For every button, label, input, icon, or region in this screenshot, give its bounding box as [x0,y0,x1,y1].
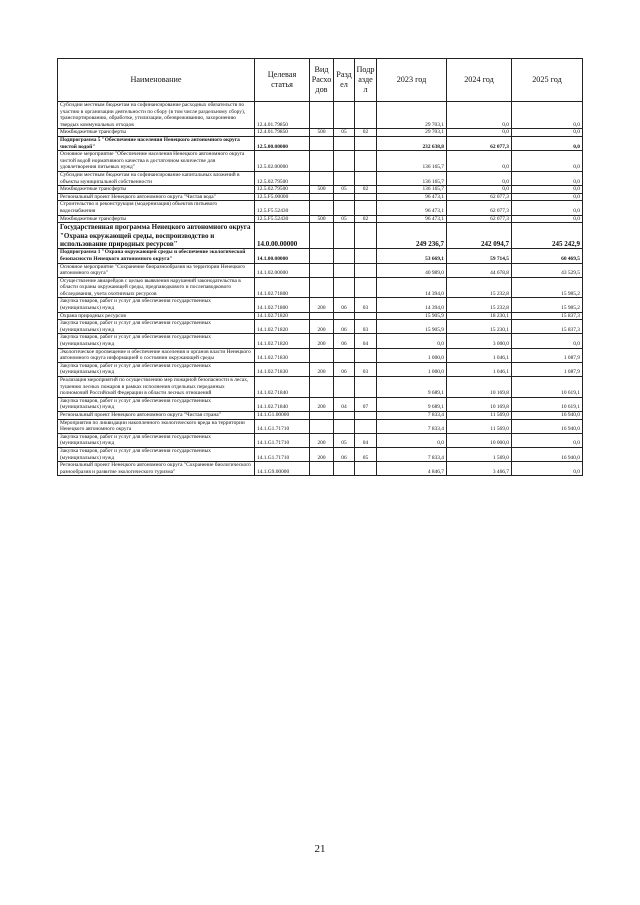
cell-section [334,102,355,129]
cell-name: Строительство и реконструкция (модернизация) объектов питьевого водоснабжения [58,201,255,215]
cell-2025: 16 940,0 [512,447,583,461]
cell-section [334,377,355,398]
cell-expense-type [310,201,334,215]
cell-expense-type: 200 [310,397,334,411]
cell-2023: 136 165,7 [377,186,447,194]
cell-2023: 29 703,1 [377,102,447,129]
cell-section [334,312,355,320]
cell-2025: 16 940,0 [512,411,583,419]
cell-expense-type: 500 [310,186,334,194]
cell-name: Закупка товаров, работ и услуг для обеспечения государственных (муниципальных) нужд [58,334,255,348]
cell-name: Межбюджетные трансферты [58,186,255,194]
table-header-row [58,59,583,102]
cell-expense-type [310,136,334,150]
cell-subsection: 02 [355,186,377,194]
table-row [58,411,583,419]
cell-target-article: 14.1.G1.71710 [255,447,310,461]
table-row [58,419,583,433]
table-row [58,151,583,172]
cell-name: Субсидии местным бюджетам на софинансирование капитальных вложений в объекты муниципальной собственности [58,171,255,185]
cell-name: Закупка товаров, работ и услуг для обеспечения государственных (муниципальных) нужд [58,397,255,411]
cell-2025: 0,0 [512,186,583,194]
cell-section [334,462,355,476]
table-row [58,334,583,348]
table-row [58,433,583,447]
cell-2024: 62 077,3 [447,201,512,215]
cell-subsection [355,462,377,476]
cell-2025: 15 985,2 [512,298,583,312]
cell-name: Закупка товаров, работ и услуг для обеспечения государственных (муниципальных) нужд [58,433,255,447]
cell-subsection: 05 [355,447,377,461]
cell-name: Охрана природных ресурсов [58,312,255,320]
cell-2025: 0,0 [512,215,583,223]
cell-2025: 0,0 [512,171,583,185]
cell-2023: 249 236,7 [377,223,447,249]
cell-target-article: 12.5.F5.52430 [255,201,310,215]
header-2023: 2023 год [377,59,447,102]
cell-section [334,223,355,249]
cell-subsection [355,263,377,277]
cell-subsection: 03 [355,320,377,334]
cell-2024: 1 046,1 [447,348,512,362]
table-body [58,102,583,476]
cell-2024: 0,0 [447,151,512,172]
cell-2024: 10 000,0 [447,433,512,447]
cell-name: Реализация мероприятий по осуществлению мер пожарной безопасности в лесах, тушению лесных пожаров в рамках исполнения отдельных переданных полномочий Российской Федерации в области лесных отношений [58,377,255,398]
cell-2025: 245 242,9 [512,223,583,249]
cell-target-article: 14.0.00.00000 [255,223,310,249]
cell-expense-type [310,249,334,263]
cell-section [334,263,355,277]
cell-2024: 3 000,0 [447,334,512,348]
cell-subsection: 03 [355,298,377,312]
cell-target-article: 14.1.G1.71710 [255,433,310,447]
cell-2024: 15 232,8 [447,277,512,298]
cell-2023: 9 689,1 [377,377,447,398]
cell-2023: 1 000,0 [377,348,447,362]
cell-section [334,419,355,433]
cell-section [334,193,355,201]
cell-expense-type: 200 [310,447,334,461]
cell-2023: 96 473,1 [377,215,447,223]
cell-subsection: 04 [355,334,377,348]
header-expense-type: Вид Расхо дов [310,59,334,102]
cell-2025: 0,0 [512,151,583,172]
cell-section: 06 [334,298,355,312]
cell-2025: 0,0 [512,193,583,201]
cell-expense-type: 500 [310,129,334,137]
cell-subsection [355,348,377,362]
table-row [58,263,583,277]
cell-2023: 7 833,4 [377,447,447,461]
table-row [58,397,583,411]
table-row [58,348,583,362]
cell-target-article: 14.1.G9.00000 [255,462,310,476]
cell-expense-type: 200 [310,334,334,348]
cell-2024: 3 466,7 [447,462,512,476]
cell-2025: 16 940,0 [512,419,583,433]
cell-subsection [355,223,377,249]
cell-subsection [355,136,377,150]
table-row [58,102,583,129]
table-row [58,201,583,215]
table-row [58,171,583,185]
cell-subsection [355,377,377,398]
cell-2025: 60 469,5 [512,249,583,263]
cell-subsection [355,277,377,298]
table-row [58,193,583,201]
cell-2024: 59 714,5 [447,249,512,263]
cell-section [334,411,355,419]
header-2024: 2024 год [447,59,512,102]
cell-section: 06 [334,362,355,376]
cell-target-article: 14.1.G1.00000 [255,411,310,419]
cell-2023: 15 905,9 [377,312,447,320]
cell-expense-type [310,462,334,476]
table-row [58,277,583,298]
cell-subsection: 07 [355,397,377,411]
cell-target-article: 14.1.02.71840 [255,397,310,411]
cell-name: Региональный проект Ненецкого автономного округа "Чистая страна" [58,411,255,419]
cell-2024: 18 230,1 [447,312,512,320]
cell-2023: 29 703,1 [377,129,447,137]
cell-target-article: 12.5.02.79500 [255,186,310,194]
cell-section: 05 [334,186,355,194]
cell-2024: 0,0 [447,129,512,137]
table-row [58,462,583,476]
header-subsection: Подр азде л [355,59,377,102]
cell-2024: 62 077,3 [447,193,512,201]
cell-2023: 0,0 [377,334,447,348]
cell-name: Закупка товаров, работ и услуг для обеспечения государственных (муниципальных) нужд [58,447,255,461]
cell-expense-type [310,102,334,129]
cell-2024: 1 569,0 [447,447,512,461]
cell-name: Мероприятия по ликвидации накопленного экологического вреда на территории Ненецкого автономного округа [58,419,255,433]
cell-section: 05 [334,215,355,223]
cell-name: Межбюджетные трансферты [58,129,255,137]
cell-expense-type [310,312,334,320]
cell-name: Региональный проект Ненецкого автономного округа "Чистая вода" [58,193,255,201]
table-row [58,249,583,263]
cell-subsection [355,171,377,185]
cell-2025: 0,0 [512,201,583,215]
cell-expense-type [310,171,334,185]
cell-2024: 0,0 [447,186,512,194]
cell-name: Закупка товаров, работ и услуг для обеспечения государственных (муниципальных) нужд [58,320,255,334]
cell-2023: 53 669,1 [377,249,447,263]
cell-section [334,151,355,172]
table-row [58,447,583,461]
cell-target-article: 14.1.02.71840 [255,377,310,398]
cell-expense-type [310,348,334,362]
cell-expense-type: 500 [310,215,334,223]
cell-2024: 0,0 [447,102,512,129]
cell-2023: 0,0 [377,433,447,447]
cell-expense-type: 200 [310,433,334,447]
cell-2024: 10 169,8 [447,397,512,411]
cell-2025: 10 619,1 [512,377,583,398]
table-row [58,298,583,312]
cell-target-article: 12.5.02.79500 [255,171,310,185]
cell-expense-type [310,223,334,249]
header-name: Наименование [58,59,255,102]
table-row [58,136,583,150]
cell-2025: 0,0 [512,334,583,348]
cell-section [334,171,355,185]
cell-subsection [355,102,377,129]
cell-target-article: 12.5.00.00000 [255,136,310,150]
cell-subsection: 03 [355,362,377,376]
header-2025: 2025 год [512,59,583,102]
cell-2025: 43 529,5 [512,263,583,277]
cell-expense-type: 200 [310,298,334,312]
cell-section [334,348,355,362]
cell-name: Субсидии местным бюджетам на софинансирование расходных обязательств по участию в организации деятельности по сбору (в том числе раздельному сбору), транспортированию, обработке, утилизации, обезвреживанию, захоронению твердых коммунальных отходов [58,102,255,129]
table-row [58,186,583,194]
table-row [58,223,583,249]
cell-name: Подпрограмма 5 "Обеспечение населения Ненецкого автономного округа чистой водой" [58,136,255,150]
cell-expense-type [310,377,334,398]
cell-2024: 242 094,7 [447,223,512,249]
cell-expense-type: 200 [310,320,334,334]
cell-2025: 1 087,9 [512,362,583,376]
cell-2024: 10 169,8 [447,377,512,398]
cell-2023: 40 989,0 [377,263,447,277]
cell-expense-type [310,411,334,419]
cell-2023: 9 689,1 [377,397,447,411]
cell-2025: 0,0 [512,433,583,447]
cell-2023: 96 473,1 [377,201,447,215]
cell-section [334,136,355,150]
table-row [58,362,583,376]
cell-subsection: 02 [355,129,377,137]
cell-target-article: 12.5.F5.52430 [255,215,310,223]
cell-target-article: 14.1.02.71830 [255,348,310,362]
cell-2025: 15 985,2 [512,277,583,298]
cell-subsection [355,201,377,215]
cell-2023: 232 638,8 [377,136,447,150]
cell-section: 05 [334,433,355,447]
cell-2024: 62 077,3 [447,136,512,150]
cell-target-article: 14.1.02.71830 [255,362,310,376]
cell-2024: 1 046,1 [447,362,512,376]
cell-target-article: 14.1.02.00000 [255,263,310,277]
cell-2023: 14 394,0 [377,277,447,298]
cell-section: 05 [334,129,355,137]
cell-name: Экологическое просвещение и обеспечение населения и органов власти Ненецкого автономного округа информацией о состоянии окружающей среды [58,348,255,362]
cell-2025: 15 837,3 [512,320,583,334]
cell-section: 06 [334,320,355,334]
cell-2025: 0,0 [512,136,583,150]
cell-name: Межбюджетные трансферты [58,215,255,223]
cell-2023: 136 165,7 [377,171,447,185]
cell-expense-type [310,419,334,433]
cell-target-article: 14.1.02.71820 [255,334,310,348]
cell-expense-type [310,151,334,172]
cell-target-article: 14.1.02.71800 [255,298,310,312]
cell-2024: 11 569,0 [447,411,512,419]
budget-table [57,58,583,476]
cell-2025: 0,0 [512,102,583,129]
cell-name: Закупка товаров, работ и услуг для обеспечения государственных (муниципальных) нужд [58,362,255,376]
cell-2024: 0,0 [447,171,512,185]
cell-2023: 4 846,7 [377,462,447,476]
cell-target-article: 14.1.G1.71710 [255,419,310,433]
cell-2023: 14 394,0 [377,298,447,312]
cell-section [334,249,355,263]
cell-target-article: 14.1.00.00000 [255,249,310,263]
cell-2024: 62 077,3 [447,215,512,223]
header-target-article: Целевая статья [255,59,310,102]
cell-2024: 15 230,1 [447,320,512,334]
cell-subsection [355,249,377,263]
cell-2023: 96 473,1 [377,193,447,201]
cell-target-article: 12.4.01.79850 [255,102,310,129]
cell-target-article: 12.5.02.00000 [255,151,310,172]
cell-subsection [355,151,377,172]
table-row [58,320,583,334]
cell-name: Государственная программа Ненецкого автономного округа "Охрана окружающей среды, воспроизводство и использование природных ресурсов" [58,223,255,249]
cell-name: Осуществление авиарейдов с целью выявления нарушений законодательства в области охраны окружающей среды, предпаводкового и послепаводкового обследования, учета охотничьих ресурсов [58,277,255,298]
cell-2025: 0,0 [512,129,583,137]
cell-2023: 136 165,7 [377,151,447,172]
cell-section: 06 [334,334,355,348]
cell-subsection: 02 [355,215,377,223]
cell-expense-type [310,263,334,277]
cell-name: Региональный проект Ненецкого автономного округа "Сохранение биологического разнообразия и развитие экологического туризма" [58,462,255,476]
cell-2024: 44 678,8 [447,263,512,277]
cell-expense-type [310,277,334,298]
cell-expense-type [310,193,334,201]
cell-section: 04 [334,397,355,411]
cell-target-article: 12.5.F5.00000 [255,193,310,201]
header-section: Разд ел [334,59,355,102]
table-row [58,377,583,398]
cell-2023: 7 833,4 [377,411,447,419]
cell-expense-type: 200 [310,362,334,376]
cell-section: 06 [334,447,355,461]
table-row [58,312,583,320]
cell-2025: 15 837,3 [512,312,583,320]
cell-2023: 7 833,4 [377,419,447,433]
cell-subsection: 04 [355,433,377,447]
cell-target-article: 14.1.02.71800 [255,277,310,298]
page-number: 21 [314,843,326,855]
cell-2023: 1 000,0 [377,362,447,376]
cell-subsection [355,312,377,320]
cell-name: Основное мероприятие "Обеспечение населения Ненецкого автономного округа чистой водой нормативного качества в достаточном количестве для удовлетворения питьевых нужд" [58,151,255,172]
cell-section [334,277,355,298]
cell-target-article: 14.1.02.71820 [255,312,310,320]
cell-name: Подпрограмма 1 "Охрана окружающей среды и обеспечение экологической безопасности Ненецкого автономного округа" [58,249,255,263]
cell-target-article: 14.1.02.71820 [255,320,310,334]
cell-2023: 15 905,9 [377,320,447,334]
table-row [58,129,583,137]
cell-subsection [355,419,377,433]
cell-name: Закупка товаров, работ и услуг для обеспечения государственных (муниципальных) нужд [58,298,255,312]
cell-2025: 1 087,9 [512,348,583,362]
cell-2024: 15 232,8 [447,298,512,312]
cell-2024: 11 569,0 [447,419,512,433]
cell-target-article: 12.4.01.79850 [255,129,310,137]
cell-2025: 10 619,1 [512,397,583,411]
cell-subsection [355,193,377,201]
table-row [58,215,583,223]
cell-section [334,201,355,215]
cell-subsection [355,411,377,419]
cell-name: Основное мероприятие "Сохранение биоразнообразия на территории Ненецкого автономного округа" [58,263,255,277]
cell-2025: 0,0 [512,462,583,476]
